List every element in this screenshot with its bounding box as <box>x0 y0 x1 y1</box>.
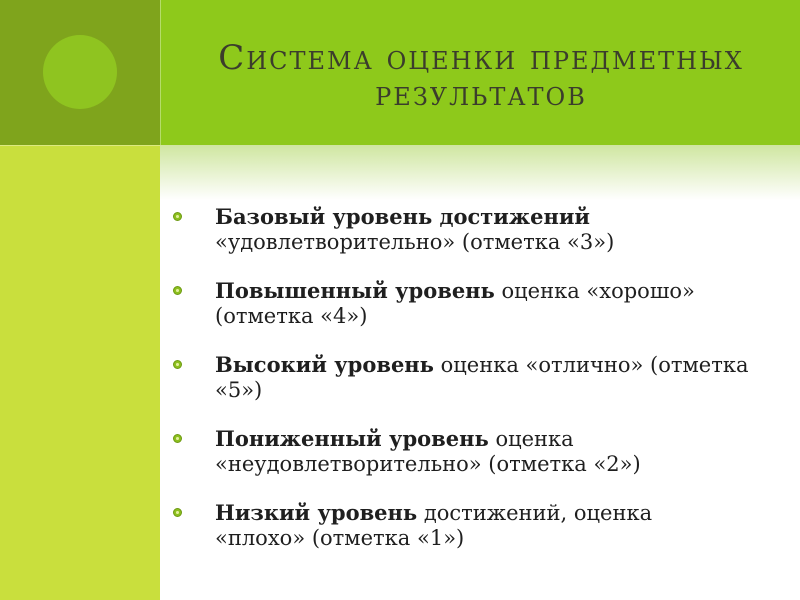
item-label: Повышенный уровень <box>215 278 495 303</box>
left-top-block <box>0 0 160 145</box>
item-text-continued: «плохо» (отметка «1») <box>215 526 465 550</box>
item-text-continued: «неудовлетворительно» (отметка «2») <box>215 452 641 476</box>
list-item <box>215 278 790 329</box>
item-line-2 <box>215 526 790 551</box>
item-text-continued: «5») <box>215 378 263 402</box>
item-text-continued: (отметка «4») <box>215 304 368 328</box>
list-item <box>215 500 790 551</box>
bullet-icon <box>173 434 182 443</box>
item-text: оценка «отлично» (отметка <box>440 353 749 377</box>
list-item <box>215 204 790 255</box>
item-text: оценка <box>495 427 574 451</box>
bullet-icon <box>173 360 182 369</box>
slide-header <box>160 0 800 145</box>
left-side-strip <box>0 145 160 600</box>
slide-title: Система оценки предметных результатов <box>218 38 744 114</box>
item-label: Пониженный уровень <box>215 426 489 451</box>
decorative-circle <box>43 35 117 109</box>
item-text-continued: «удовлетворительно» (отметка «3») <box>215 230 615 254</box>
item-line-1 <box>215 352 790 378</box>
bullet-icon <box>173 212 182 221</box>
bullet-list <box>215 204 790 574</box>
item-label: Низкий уровень <box>215 500 418 525</box>
item-line-2 <box>215 230 790 255</box>
header-gradient-band <box>160 145 800 200</box>
item-line-1 <box>215 500 790 526</box>
bullet-icon <box>173 286 182 295</box>
item-label: Базовый уровень достижений <box>215 204 590 229</box>
item-line-1 <box>215 278 790 304</box>
item-line-2 <box>215 378 790 403</box>
item-text: достижений, оценка <box>423 501 653 525</box>
item-label: Высокий уровень <box>215 352 434 377</box>
item-line-2 <box>215 452 790 477</box>
item-line-1 <box>215 426 790 452</box>
item-line-1 <box>215 204 790 230</box>
item-text: оценка «хорошо» <box>501 279 695 303</box>
list-item <box>215 352 790 403</box>
list-item <box>215 426 790 477</box>
bullet-icon <box>173 508 182 517</box>
item-line-2 <box>215 304 790 329</box>
